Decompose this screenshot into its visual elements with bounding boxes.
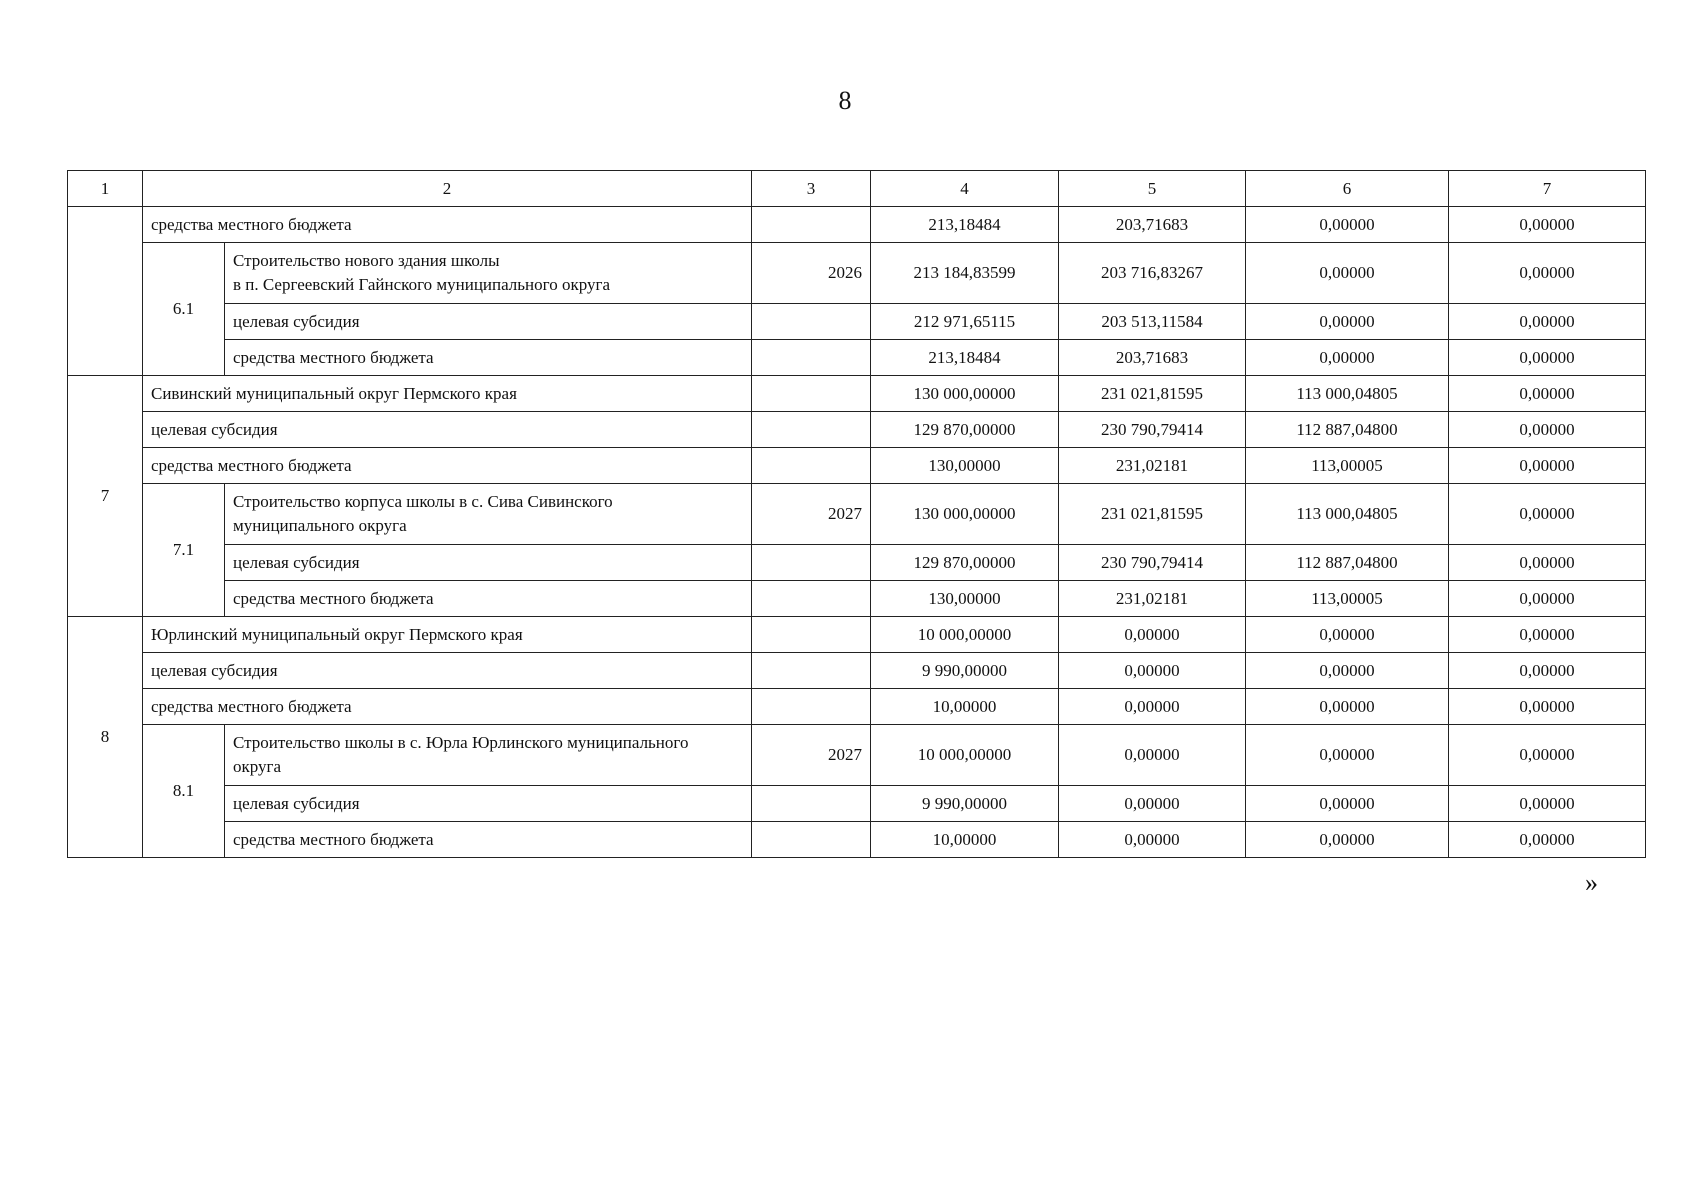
table-row: [68, 653, 1646, 689]
value-col-4: 10,00000: [871, 689, 1059, 725]
value-col-6: 0,00000: [1246, 725, 1449, 786]
year-cell: [752, 786, 871, 822]
value-col-4: 10 000,00000: [871, 617, 1059, 653]
value-col-7: 0,00000: [1449, 207, 1646, 243]
header-col-4: 4: [871, 171, 1059, 207]
year-cell: [752, 207, 871, 243]
year-cell: [752, 412, 871, 448]
table-row: [68, 689, 1646, 725]
year-cell: [752, 304, 871, 340]
header-col-3: 3: [752, 171, 871, 207]
year-cell: [752, 545, 871, 581]
header-col-5: 5: [1059, 171, 1246, 207]
value-col-7: 0,00000: [1449, 725, 1646, 786]
project-name-line-2: муниципального округа: [233, 516, 407, 535]
table-row: [68, 304, 1646, 340]
value-col-7: 0,00000: [1449, 376, 1646, 412]
project-name-line-1: Строительство нового здания школы: [233, 251, 500, 270]
value-col-7: 0,00000: [1449, 617, 1646, 653]
table-row: [68, 243, 1646, 304]
header-row: [68, 171, 1646, 207]
budget-table: [67, 170, 1646, 858]
row-label: средства местного бюджета: [143, 207, 752, 243]
table-row: [68, 484, 1646, 545]
value-col-5: 0,00000: [1059, 822, 1246, 858]
value-col-7: 0,00000: [1449, 304, 1646, 340]
value-col-4: 213 184,83599: [871, 243, 1059, 304]
project-number: 8.1: [143, 725, 225, 858]
value-col-6: 0,00000: [1246, 822, 1449, 858]
value-col-6: 0,00000: [1246, 340, 1449, 376]
value-col-5: 0,00000: [1059, 786, 1246, 822]
district-name: Сивинский муниципальный округ Пермского края: [143, 376, 752, 412]
group-number: 7: [68, 376, 143, 617]
value-col-6: 0,00000: [1246, 617, 1449, 653]
value-col-6: 112 887,04800: [1246, 545, 1449, 581]
value-col-5: 231 021,81595: [1059, 484, 1246, 545]
year-cell: 2027: [752, 725, 871, 786]
value-col-5: 230 790,79414: [1059, 545, 1246, 581]
value-col-4: 130 000,00000: [871, 376, 1059, 412]
value-col-7: 0,00000: [1449, 581, 1646, 617]
value-col-6: 112 887,04800: [1246, 412, 1449, 448]
value-col-6: 0,00000: [1246, 653, 1449, 689]
value-col-7: 0,00000: [1449, 484, 1646, 545]
row-label: целевая субсидия: [143, 653, 752, 689]
table-row: [68, 822, 1646, 858]
value-col-7: 0,00000: [1449, 448, 1646, 484]
value-col-5: 231,02181: [1059, 581, 1246, 617]
row-label: средства местного бюджета: [225, 822, 752, 858]
year-cell: 2026: [752, 243, 871, 304]
value-col-5: 203 716,83267: [1059, 243, 1246, 304]
year-cell: [752, 617, 871, 653]
value-col-4: 129 870,00000: [871, 545, 1059, 581]
header-col-7: 7: [1449, 171, 1646, 207]
value-col-7: 0,00000: [1449, 243, 1646, 304]
value-col-7: 0,00000: [1449, 545, 1646, 581]
value-col-5: 0,00000: [1059, 689, 1246, 725]
value-col-5: 231,02181: [1059, 448, 1246, 484]
value-col-7: 0,00000: [1449, 412, 1646, 448]
header-col-6: 6: [1246, 171, 1449, 207]
project-name: [225, 484, 752, 545]
project-name-line-1: Строительство школы в с. Юрла Юрлинского муниципального: [233, 733, 689, 752]
value-col-4: 130,00000: [871, 448, 1059, 484]
table-row: [68, 581, 1646, 617]
row-label: целевая субсидия: [143, 412, 752, 448]
value-col-7: 0,00000: [1449, 689, 1646, 725]
value-col-6: 0,00000: [1246, 304, 1449, 340]
table-row: [68, 786, 1646, 822]
row-label: средства местного бюджета: [143, 689, 752, 725]
table-row: [68, 725, 1646, 786]
value-col-6: 0,00000: [1246, 243, 1449, 304]
value-col-7: 0,00000: [1449, 653, 1646, 689]
project-name-line-1: Строительство корпуса школы в с. Сива Сивинского: [233, 492, 613, 511]
value-col-6: 113 000,04805: [1246, 376, 1449, 412]
table-row: [68, 340, 1646, 376]
value-col-6: 0,00000: [1246, 689, 1449, 725]
value-col-4: 213,18484: [871, 207, 1059, 243]
value-col-6: 113 000,04805: [1246, 484, 1449, 545]
value-col-4: 10 000,00000: [871, 725, 1059, 786]
project-name: [225, 243, 752, 304]
year-cell: [752, 689, 871, 725]
value-col-6: 0,00000: [1246, 207, 1449, 243]
value-col-6: 113,00005: [1246, 448, 1449, 484]
year-cell: [752, 822, 871, 858]
group-number-cell: [68, 207, 143, 376]
project-name-line-2: в п. Сергеевский Гайнского муниципального округа: [233, 275, 610, 294]
table-row: [68, 545, 1646, 581]
district-name: Юрлинский муниципальный округ Пермского края: [143, 617, 752, 653]
table-row: [68, 617, 1646, 653]
row-label: средства местного бюджета: [225, 581, 752, 617]
value-col-4: 213,18484: [871, 340, 1059, 376]
project-number: 7.1: [143, 484, 225, 617]
year-cell: [752, 448, 871, 484]
header-col-1: 1: [68, 171, 143, 207]
value-col-5: 230 790,79414: [1059, 412, 1246, 448]
year-cell: [752, 581, 871, 617]
value-col-7: 0,00000: [1449, 822, 1646, 858]
table-row: [68, 448, 1646, 484]
value-col-5: 203,71683: [1059, 340, 1246, 376]
group-number: 8: [68, 617, 143, 858]
table-row: [68, 376, 1646, 412]
value-col-4: 10,00000: [871, 822, 1059, 858]
value-col-4: 9 990,00000: [871, 653, 1059, 689]
value-col-7: 0,00000: [1449, 786, 1646, 822]
closing-quote: »: [1585, 868, 1598, 897]
value-col-5: 203 513,11584: [1059, 304, 1246, 340]
value-col-4: 129 870,00000: [871, 412, 1059, 448]
value-col-4: 9 990,00000: [871, 786, 1059, 822]
year-cell: [752, 340, 871, 376]
project-number: 6.1: [143, 243, 225, 376]
row-label: целевая субсидия: [225, 786, 752, 822]
year-cell: 2027: [752, 484, 871, 545]
header-col-2: 2: [143, 171, 752, 207]
value-col-6: 113,00005: [1246, 581, 1449, 617]
value-col-7: 0,00000: [1449, 340, 1646, 376]
row-label: целевая субсидия: [225, 304, 752, 340]
row-label: средства местного бюджета: [225, 340, 752, 376]
value-col-5: 0,00000: [1059, 617, 1246, 653]
value-col-4: 212 971,65115: [871, 304, 1059, 340]
value-col-5: 0,00000: [1059, 653, 1246, 689]
row-label: средства местного бюджета: [143, 448, 752, 484]
table-row: [68, 412, 1646, 448]
value-col-5: 203,71683: [1059, 207, 1246, 243]
project-name-line-2: округа: [233, 757, 282, 776]
value-col-6: 0,00000: [1246, 786, 1449, 822]
year-cell: [752, 653, 871, 689]
table-row: [68, 207, 1646, 243]
value-col-4: 130,00000: [871, 581, 1059, 617]
row-label: целевая субсидия: [225, 545, 752, 581]
year-cell: [752, 376, 871, 412]
value-col-5: 231 021,81595: [1059, 376, 1246, 412]
value-col-4: 130 000,00000: [871, 484, 1059, 545]
value-col-5: 0,00000: [1059, 725, 1246, 786]
page-number: 8: [838, 86, 852, 115]
project-name: [225, 725, 752, 786]
